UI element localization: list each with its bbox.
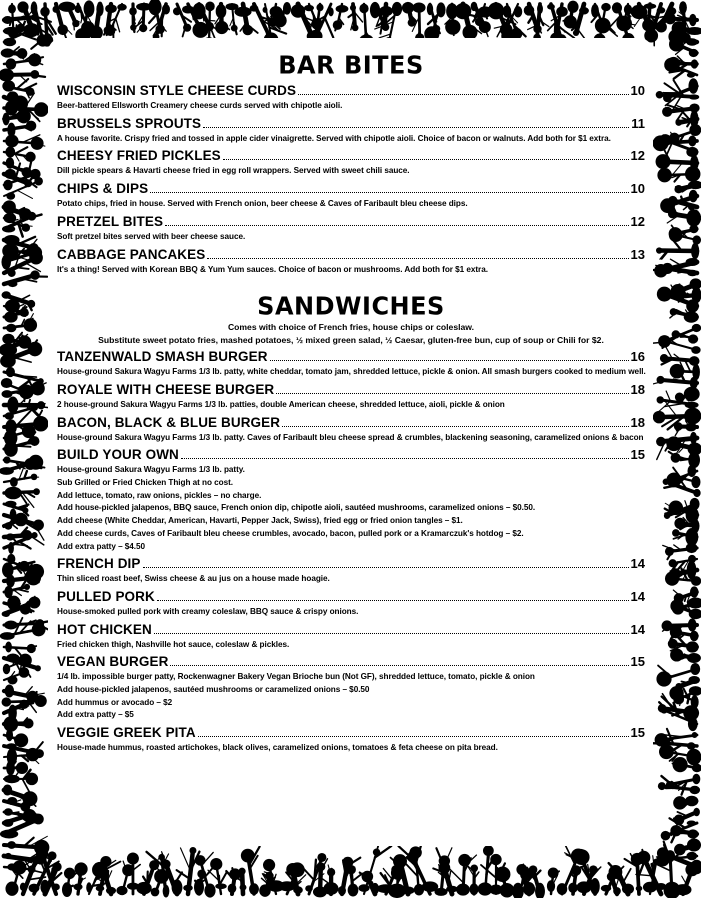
menu-item-header (57, 654, 645, 671)
menu-item (57, 415, 645, 445)
menu-item-header (57, 181, 645, 198)
dot-leader (170, 664, 628, 666)
menu-item-header (57, 349, 645, 366)
dot-leader (198, 735, 629, 737)
menu-item-name: BACON, BLACK & BLUE BURGER (57, 414, 281, 430)
menu-item-name: HOT CHICKEN (57, 621, 152, 637)
menu-item (57, 654, 645, 722)
dot-leader (298, 93, 628, 95)
menu-item (57, 622, 645, 652)
menu-item-name: CABBAGE PANCAKES (57, 246, 206, 262)
dot-leader (282, 425, 628, 427)
menu-item-description: Add hummus or avocado – $2 (57, 697, 173, 707)
menu-item-description: Add extra patty – $5 (57, 710, 134, 720)
menu-item-description: It's a thing! Served with Korean BBQ & Yum Yum sauces. Choice of bacon or mushrooms. Add both for $1 extra. (57, 264, 488, 274)
dot-leader (203, 126, 629, 128)
bar-bites-section (57, 50, 645, 276)
dot-leader (157, 599, 629, 601)
dot-leader (207, 257, 628, 259)
menu-item-description: 1/4 lb. impossible burger patty, Rockenwagner Bakery Vegan Brioche bun (Not GF), shredded lettuce, tomato, pickle & onion (57, 672, 535, 682)
section-title-bar-bites: BAR BITES (278, 50, 424, 80)
menu-item-name: ROYALE WITH CHEESE BURGER (57, 381, 275, 397)
menu-item-price: 11 (631, 115, 645, 131)
menu-item-name: BRUSSELS SPROUTS (57, 115, 202, 131)
menu-item (57, 349, 645, 379)
sandwiches-list (57, 349, 645, 755)
menu-item-price: 14 (630, 588, 645, 604)
menu-item (57, 148, 645, 178)
menu-item-price: 13 (630, 246, 645, 262)
menu-item-name: PRETZEL BITES (57, 213, 164, 229)
menu-item (57, 181, 645, 211)
menu-item-header (57, 589, 645, 606)
menu-item-price: 16 (630, 349, 645, 365)
menu-item (57, 382, 645, 412)
menu-item-price: 18 (630, 414, 645, 430)
menu-item-description: Add extra patty – $4.50 (57, 541, 146, 551)
menu-item (57, 589, 645, 619)
menu-item-description: Soft pretzel bites served with beer cheese sauce. (57, 231, 246, 241)
menu-item-price: 10 (630, 181, 645, 197)
menu-item-description: Add lettuce, tomato, raw onions, pickles – no charge. (57, 490, 262, 500)
menu-item (57, 214, 645, 244)
menu-item-name: TANZENWALD SMASH BURGER (57, 349, 268, 365)
menu-item-header (57, 415, 645, 432)
menu-item-description: Add cheese (White Cheddar, American, Havarti, Pepper Jack, Swiss), fried egg or fried onion tangles – $1. (57, 516, 463, 526)
menu-item-header (57, 447, 645, 464)
menu-item-description: Fried chicken thigh, Nashville hot sauce, coleslaw & pickles. (57, 639, 290, 649)
menu-item-name: VEGAN BURGER (57, 654, 169, 670)
menu-item-description: Add cheese curds, Caves of Faribault bleu cheese crumbles, avocado, bacon, pulled pork or a Kramarczuk's hotdog – $2. (57, 528, 524, 538)
menu-item-price: 10 (630, 83, 645, 98)
menu-item-description: Sub Grilled or Fried Chicken Thigh at no cost. (57, 478, 234, 488)
dot-leader (143, 566, 629, 568)
menu-item-header (57, 214, 645, 231)
sandwich-side-note: Comes with choice of French fries, house chips or coleslaw. (227, 322, 475, 333)
dot-leader (165, 224, 628, 226)
menu-item-description: Add house-pickled jalapenos, sautéed mushrooms or caramelized onions – $0.50 (57, 685, 370, 695)
menu-item-header (57, 116, 645, 133)
menu-item-price: 15 (630, 654, 645, 670)
menu-item-header (57, 83, 645, 100)
menu-item-name: FRENCH DIP (57, 556, 141, 572)
menu-item-header (57, 725, 645, 742)
menu-item-name: CHIPS & DIPS (57, 181, 149, 197)
dot-leader (270, 359, 629, 361)
menu-item-name: WISCONSIN STYLE CHEESE CURDS (57, 83, 297, 98)
menu-item-description: House-ground Sakura Wagyu Farms 1/3 lb. patty. (57, 465, 245, 475)
menu-item-name: CHEESY FRIED PICKLES (57, 148, 221, 164)
menu-item-header (57, 622, 645, 639)
menu-item-description: 2 house-ground Sakura Wagyu Farms 1/3 lb. patties, double American cheese, shredded lettuce, aioli, pickle & onion (57, 399, 505, 409)
dot-leader (223, 158, 629, 160)
menu-item-price: 12 (630, 213, 645, 229)
menu-item-description: Beer-battered Ellsworth Creamery cheese curds served with chipotle aioli. (57, 101, 343, 110)
sandwich-substitute-note: Substitute sweet potato fries, mashed potatoes, ½ mixed green salad, ½ Caesar, gluten-free bun, cup of soup or Chili for $2. (98, 334, 604, 345)
menu-item-description: Dill pickle spears & Havarti cheese fried in egg roll wrappers. Served with sweet chili sauce. (57, 166, 410, 176)
menu-item-name: VEGGIE GREEK PITA (57, 725, 196, 741)
menu-item-header (57, 382, 645, 399)
menu-item-price: 15 (630, 447, 645, 463)
menu-item-price: 18 (630, 381, 645, 397)
menu-item-price: 14 (630, 621, 645, 637)
menu-item (57, 116, 645, 146)
menu-item-price: 14 (630, 556, 645, 572)
menu-item-header (57, 247, 645, 264)
menu-item-price: 12 (630, 148, 645, 164)
dot-leader (181, 457, 629, 459)
menu-item-header (57, 556, 645, 573)
menu-item-description: House-ground Sakura Wagyu Farms 1/3 lb. patty, white cheddar, tomato jam, shredded lettuce, pickle & onion. All smash burgers cooked to medium well. (57, 367, 646, 377)
section-title-sandwiches: SANDWICHES (257, 291, 445, 321)
menu-item-description: Add house-pickled jalapenos, BBQ sauce, French onion dip, chipotle aioli, sautéed mushrooms, caramelized onions – $0.50. (57, 503, 536, 513)
menu-item (57, 725, 645, 755)
menu-item-header (57, 148, 645, 165)
menu-item-description: Potato chips, fried in house. Served with French onion, beer cheese & Caves of Faribault bleu cheese dips. (57, 199, 468, 209)
menu-item (57, 83, 645, 113)
menu-item (57, 247, 645, 277)
bar-bites-list (57, 83, 645, 276)
dot-leader (154, 632, 629, 634)
menu-item-description: Thin sliced roast beef, Swiss cheese & au jus on a house made hoagie. (57, 574, 330, 584)
menu-item-description: House-ground Sakura Wagyu Farms 1/3 lb. patty. Caves of Faribault bleu cheese spread & crumbles, blackening seasoning, caramelized onions & bacon (57, 432, 644, 442)
menu-item-description: House-smoked pulled pork with creamy coleslaw, BBQ sauce & crispy onions. (57, 606, 359, 616)
dot-leader (150, 191, 628, 193)
menu-item-price: 15 (630, 725, 645, 741)
menu-item-description: A house favorite. Crispy fried and tossed in apple cider vinaigrette. Served with chipotle aioli. Choice of bacon or walnuts. Add both for $1 extra. (57, 133, 611, 143)
menu-item-name: BUILD YOUR OWN (57, 447, 179, 463)
menu-item-name: PULLED PORK (57, 588, 155, 604)
menu-content (57, 44, 645, 844)
menu-item (57, 447, 645, 553)
menu-item (57, 556, 645, 586)
menu-item-description: House-made hummus, roasted artichokes, black olives, caramelized onions, tomatoes & feta cheese on pita bread. (57, 743, 498, 753)
dot-leader (276, 392, 628, 394)
sandwiches-section (57, 291, 645, 755)
